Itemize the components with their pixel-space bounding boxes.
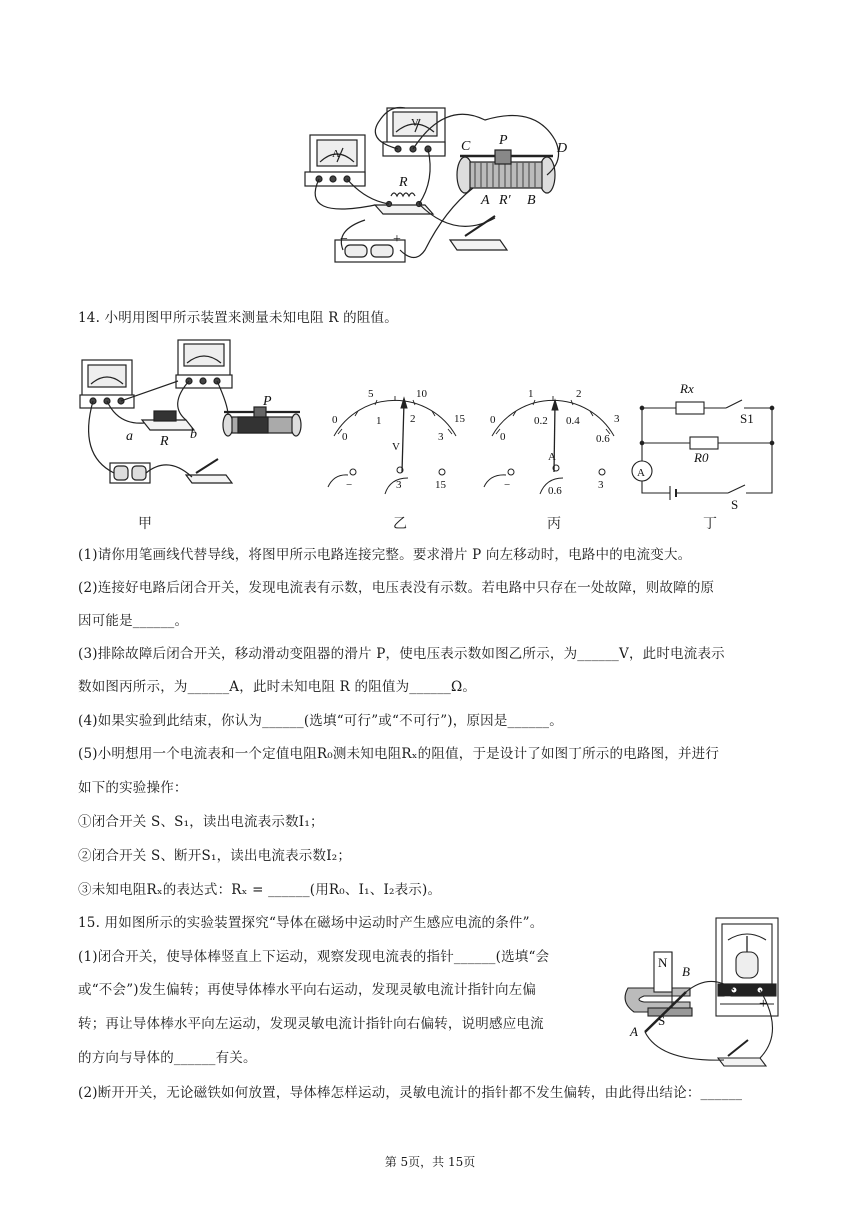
q14-line-11: ③未知电阻Rₓ的表达式：Rₓ = ______(用R₀、I₁、I₂表示)。 (78, 882, 442, 898)
bing-top-1: 1 (528, 388, 534, 400)
q14-title: 14. 小明用图甲所示装置来测量未知电阻 R 的阻值。 (78, 310, 398, 326)
q15-line-2: (1)闭合开关，使导体棒竖直上下运动，观察发现电流表的指针______(选填“会 (78, 949, 550, 965)
top-circuit-figure (295, 100, 585, 272)
q14-line-4: (3)排除故障后闭合开关，移动滑动变阻器的滑片 P，使电压表示数如图乙所示，为______V，此时电流表示 (78, 646, 725, 662)
q14-line-9: ①闭合开关 S、S₁，读出电流表示数I₁； (78, 814, 324, 830)
ammeter-label: A (332, 148, 340, 160)
q14-line-2: (2)连接好电路后闭合开关，发现电流表有示数，电压表没有示数。若电路中只存在一处故障，则故障的原 (78, 580, 715, 596)
q14-line-3: 因可能是______。 (78, 613, 189, 629)
bing-bottom-04: 0.4 (566, 415, 580, 427)
ding-rx-label: Rx (680, 381, 694, 396)
bing-bottom-0: 0 (500, 431, 506, 443)
ding-ammeter-label: A (637, 467, 645, 479)
jia-b-label: b (190, 427, 197, 442)
ding-r0-label: R0 (694, 450, 709, 465)
q14-line-6: (4)如果实验到此结束，你认为______(选填“可行”或“不可行”)，原因是______。 (78, 713, 563, 729)
ding-s1-label: S1 (740, 411, 754, 426)
fig-ding-circuit-diagram (630, 375, 790, 512)
yi-terminal-3: 3 (396, 479, 402, 491)
fig-jia-apparatus (78, 335, 308, 495)
terminal-d-label: D (557, 141, 568, 156)
yi-bottom-0: 0 (342, 431, 348, 443)
voltmeter-label: V (411, 117, 419, 129)
fig-yi-voltmeter-dial (320, 382, 470, 500)
yi-terminal-15: 15 (435, 479, 446, 491)
slider-label: P (499, 133, 508, 148)
battery-minus-label: − (340, 232, 348, 247)
yi-bottom-2: 2 (410, 413, 416, 425)
q14-line-1: (1)请你用笔画线代替导线，将图甲所示电路连接完整。要求滑片 P 向左移动时，电路中的电流变大。 (78, 547, 692, 563)
bing-terminal-minus: − (504, 479, 511, 491)
q15-plus-label: + (759, 996, 768, 1012)
terminal-a-label: A (481, 193, 490, 208)
caption-yi: 乙 (393, 516, 407, 532)
jia-p-label: P (263, 394, 272, 409)
yi-top-15: 15 (454, 413, 465, 425)
q15-line-1: 15. 用如图所示的实验装置探究“导体在磁场中运动时产生感应电流的条件”。 (78, 915, 544, 931)
bing-bottom-02: 0.2 (534, 415, 548, 427)
resistor-label: R (399, 175, 408, 190)
q15-s-label: S (658, 1013, 666, 1028)
q14-line-5: 数如图丙所示，为______A，此时未知电阻 R 的阻值为______Ω。 (78, 679, 477, 695)
q15-line-5: 的方向与导体的______有关。 (78, 1050, 257, 1066)
caption-ding: 丁 (703, 516, 717, 532)
yi-bottom-1: 1 (376, 415, 382, 427)
bing-top-2: 2 (576, 388, 582, 400)
yi-terminal-minus: − (346, 479, 353, 491)
battery-plus-label: + (393, 232, 401, 247)
q15-line-3: 或“不会”)发生偏转；再使导体棒水平向右运动，发现灵敏电流计指针向左偏 (78, 982, 537, 998)
q14-line-10: ②闭合开关 S、断开S₁，读出电流表示数I₂； (78, 848, 352, 864)
q15-b-label: B (682, 964, 690, 979)
q15-minus-label: − (724, 989, 732, 1004)
q15-line-6: (2)断开开关，无论磁铁如何放置，导体棒怎样运动，灵敏电流计的指针都不发生偏转，由此得出结论：______ (78, 1085, 743, 1101)
q15-line-4: 转；再让导体棒水平向左运动，发现灵敏电流计指针向右偏转，说明感应电流 (78, 1016, 544, 1032)
q14-line-7: (5)小明想用一个电流表和一个定值电阻R₀测未知电阻Rₓ的阻值，于是设计了如图丁所示的电路图，并进行 (78, 746, 720, 762)
q15-a-label: A (630, 1024, 638, 1039)
page-footer: 第 5页，共 15页 (384, 1155, 476, 1169)
yi-top-10: 10 (416, 388, 427, 400)
yi-top-0: 0 (332, 414, 338, 426)
yi-unit: V (392, 441, 400, 453)
terminal-c-label: C (461, 139, 471, 154)
caption-jia: 甲 (138, 516, 152, 532)
rheostat-r-label: R′ (499, 193, 511, 208)
bing-top-0: 0 (490, 414, 496, 426)
jia-r-label: R (160, 434, 169, 449)
bing-top-3: 3 (614, 413, 620, 425)
bing-unit: A (548, 451, 556, 463)
yi-bottom-3: 3 (438, 431, 444, 443)
bing-bottom-06: 0.6 (596, 433, 610, 445)
bing-terminal-3: 3 (598, 479, 604, 491)
terminal-b-label: B (527, 193, 536, 208)
q15-n-label: N (658, 955, 668, 970)
caption-bing: 丙 (547, 516, 561, 532)
fig-bing-ammeter-dial (478, 382, 628, 500)
yi-top-5: 5 (368, 388, 374, 400)
q14-line-8: 如下的实验操作： (78, 780, 188, 796)
bing-terminal-06: 0.6 (548, 485, 562, 497)
jia-a-label: a (126, 429, 133, 444)
ding-s-label: S (731, 497, 739, 512)
q15-induction-apparatus (620, 912, 790, 1074)
